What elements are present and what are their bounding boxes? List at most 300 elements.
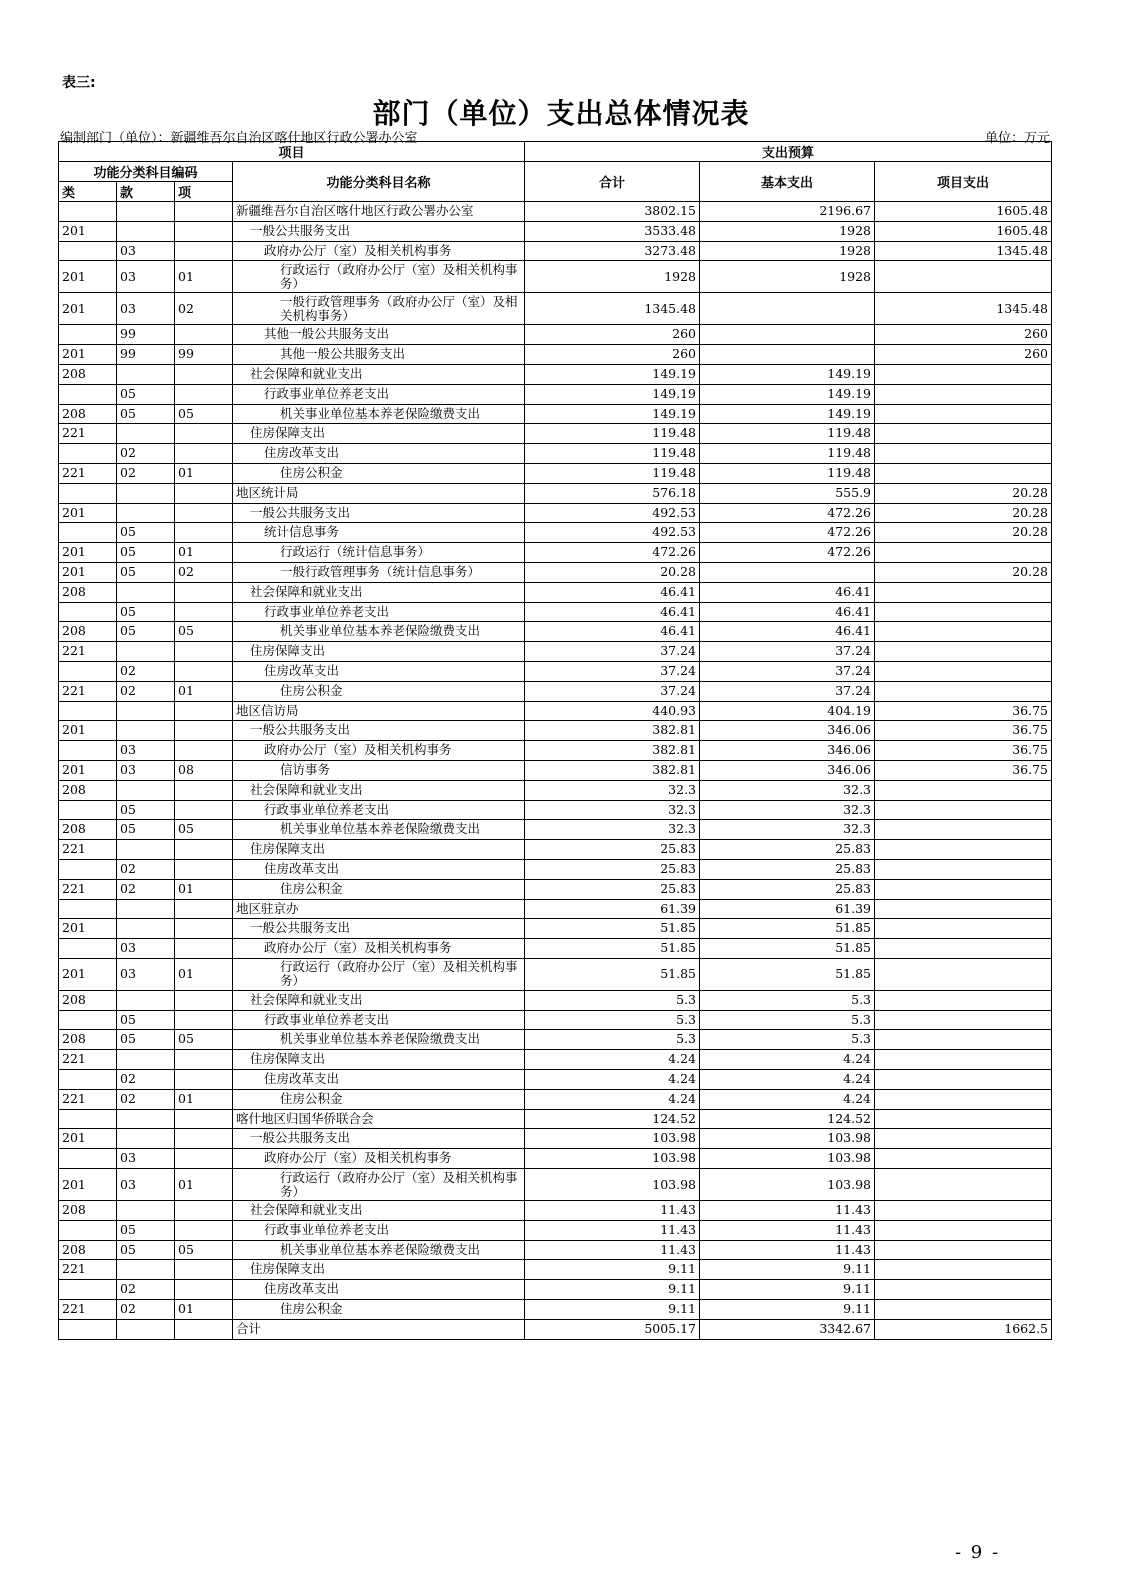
code-lei-cell: 208 bbox=[59, 622, 117, 642]
table-row bbox=[59, 582, 1052, 602]
item-name-cell: 住房改革支出 bbox=[233, 444, 525, 464]
code-kuan-cell bbox=[117, 1319, 175, 1339]
table-row bbox=[59, 1109, 1052, 1129]
table-row bbox=[59, 1280, 1052, 1300]
basic-cell bbox=[700, 345, 875, 365]
basic-cell: 9.11 bbox=[700, 1300, 875, 1320]
code-lei-cell bbox=[59, 939, 117, 959]
total-cell: 51.85 bbox=[525, 939, 700, 959]
item-name-cell: 住房保障支出 bbox=[233, 642, 525, 662]
total-cell: 1928 bbox=[525, 261, 700, 293]
code-lei-cell: 201 bbox=[59, 760, 117, 780]
total-cell: 25.83 bbox=[525, 840, 700, 860]
basic-cell: 25.83 bbox=[700, 859, 875, 879]
project-exp-cell bbox=[875, 463, 1052, 483]
code-kuan-cell bbox=[117, 642, 175, 662]
header-xiang: 项 bbox=[175, 182, 233, 202]
total-cell: 11.43 bbox=[525, 1240, 700, 1260]
item-name-cell: 住房改革支出 bbox=[233, 1280, 525, 1300]
code-xiang-cell bbox=[175, 325, 233, 345]
project-exp-cell: 36.75 bbox=[875, 721, 1052, 741]
code-kuan-cell: 05 bbox=[117, 1030, 175, 1050]
code-kuan-cell: 03 bbox=[117, 1149, 175, 1169]
table-row bbox=[59, 939, 1052, 959]
code-kuan-cell: 03 bbox=[117, 958, 175, 990]
total-cell: 382.81 bbox=[525, 741, 700, 761]
header-total: 合计 bbox=[525, 162, 700, 202]
item-name-cell: 机关事业单位基本养老保险缴费支出 bbox=[233, 1030, 525, 1050]
unit-label: 单位：万元 bbox=[984, 131, 1050, 146]
total-cell: 37.24 bbox=[525, 642, 700, 662]
item-name-cell: 地区驻京办 bbox=[233, 899, 525, 919]
table-row bbox=[59, 840, 1052, 860]
project-exp-cell: 1345.48 bbox=[875, 293, 1052, 325]
code-lei-cell bbox=[59, 384, 117, 404]
code-kuan-cell bbox=[117, 1129, 175, 1149]
code-kuan-cell bbox=[117, 1050, 175, 1070]
table-row bbox=[59, 1050, 1052, 1070]
code-xiang-cell bbox=[175, 503, 233, 523]
project-exp-cell bbox=[875, 859, 1052, 879]
code-lei-cell: 221 bbox=[59, 1050, 117, 1070]
code-lei-cell: 201 bbox=[59, 562, 117, 582]
project-exp-cell: 20.28 bbox=[875, 523, 1052, 543]
total-cell: 9.11 bbox=[525, 1280, 700, 1300]
project-exp-cell bbox=[875, 939, 1052, 959]
table-row bbox=[59, 241, 1052, 261]
code-xiang-cell: 02 bbox=[175, 293, 233, 325]
table-row bbox=[59, 1129, 1052, 1149]
basic-cell: 346.06 bbox=[700, 721, 875, 741]
table-row bbox=[59, 800, 1052, 820]
project-exp-cell bbox=[875, 780, 1052, 800]
code-xiang-cell: 99 bbox=[175, 345, 233, 365]
code-lei-cell bbox=[59, 325, 117, 345]
code-xiang-cell bbox=[175, 859, 233, 879]
code-xiang-cell: 05 bbox=[175, 622, 233, 642]
item-name-cell: 政府办公厅（室）及相关机构事务 bbox=[233, 741, 525, 761]
total-cell: 124.52 bbox=[525, 1109, 700, 1129]
code-kuan-cell: 03 bbox=[117, 241, 175, 261]
code-lei-cell bbox=[59, 523, 117, 543]
code-xiang-cell bbox=[175, 1201, 233, 1221]
code-xiang-cell bbox=[175, 800, 233, 820]
table-row bbox=[59, 1089, 1052, 1109]
basic-cell: 51.85 bbox=[700, 919, 875, 939]
project-exp-cell bbox=[875, 384, 1052, 404]
code-kuan-cell: 02 bbox=[117, 1300, 175, 1320]
total-cell: 32.3 bbox=[525, 800, 700, 820]
code-lei-cell bbox=[59, 741, 117, 761]
table-row bbox=[59, 444, 1052, 464]
table-row bbox=[59, 1319, 1052, 1339]
code-xiang-cell: 05 bbox=[175, 1030, 233, 1050]
basic-cell: 51.85 bbox=[700, 939, 875, 959]
project-exp-cell bbox=[875, 1089, 1052, 1109]
table-label: 表三: bbox=[62, 75, 96, 91]
item-name-cell: 其他一般公共服务支出 bbox=[233, 345, 525, 365]
project-exp-cell bbox=[875, 1050, 1052, 1070]
table-row bbox=[59, 483, 1052, 503]
code-lei-cell: 201 bbox=[59, 503, 117, 523]
basic-cell: 119.48 bbox=[700, 444, 875, 464]
basic-cell bbox=[700, 325, 875, 345]
code-xiang-cell: 05 bbox=[175, 820, 233, 840]
table-row bbox=[59, 820, 1052, 840]
code-xiang-cell: 01 bbox=[175, 958, 233, 990]
project-exp-cell: 260 bbox=[875, 325, 1052, 345]
code-kuan-cell: 03 bbox=[117, 939, 175, 959]
header-project-exp: 项目支出 bbox=[875, 162, 1052, 202]
code-lei-cell bbox=[59, 1220, 117, 1240]
project-exp-cell bbox=[875, 958, 1052, 990]
total-cell: 103.98 bbox=[525, 1169, 700, 1201]
total-cell: 149.19 bbox=[525, 404, 700, 424]
total-cell: 25.83 bbox=[525, 879, 700, 899]
item-name-cell: 社会保障和就业支出 bbox=[233, 990, 525, 1010]
table-row bbox=[59, 661, 1052, 681]
table-row bbox=[59, 741, 1052, 761]
code-kuan-cell: 05 bbox=[117, 602, 175, 622]
table-row bbox=[59, 642, 1052, 662]
item-name-cell: 住房保障支出 bbox=[233, 424, 525, 444]
code-xiang-cell bbox=[175, 1319, 233, 1339]
table-row bbox=[59, 562, 1052, 582]
basic-cell: 11.43 bbox=[700, 1240, 875, 1260]
total-cell: 5005.17 bbox=[525, 1319, 700, 1339]
project-exp-cell: 1345.48 bbox=[875, 241, 1052, 261]
project-exp-cell bbox=[875, 899, 1052, 919]
code-kuan-cell: 05 bbox=[117, 1220, 175, 1240]
code-xiang-cell: 02 bbox=[175, 562, 233, 582]
total-cell: 61.39 bbox=[525, 899, 700, 919]
basic-cell bbox=[700, 293, 875, 325]
project-exp-cell bbox=[875, 261, 1052, 293]
code-kuan-cell: 05 bbox=[117, 1010, 175, 1030]
code-kuan-cell bbox=[117, 1260, 175, 1280]
code-lei-cell: 201 bbox=[59, 1169, 117, 1201]
code-xiang-cell bbox=[175, 1010, 233, 1030]
code-lei-cell: 221 bbox=[59, 642, 117, 662]
total-cell: 260 bbox=[525, 345, 700, 365]
table-row bbox=[59, 958, 1052, 990]
code-lei-cell bbox=[59, 602, 117, 622]
total-cell: 4.24 bbox=[525, 1050, 700, 1070]
table-row bbox=[59, 503, 1052, 523]
item-name-cell: 政府办公厅（室）及相关机构事务 bbox=[233, 939, 525, 959]
table-row bbox=[59, 919, 1052, 939]
header-lei: 类 bbox=[59, 182, 117, 202]
table-row bbox=[59, 701, 1052, 721]
code-kuan-cell: 02 bbox=[117, 661, 175, 681]
basic-cell: 404.19 bbox=[700, 701, 875, 721]
basic-cell: 51.85 bbox=[700, 958, 875, 990]
code-lei-cell bbox=[59, 1149, 117, 1169]
table-row bbox=[59, 780, 1052, 800]
project-exp-cell bbox=[875, 602, 1052, 622]
total-cell: 3802.15 bbox=[525, 202, 700, 222]
table-row bbox=[59, 879, 1052, 899]
basic-cell: 124.52 bbox=[700, 1109, 875, 1129]
item-name-cell: 住房改革支出 bbox=[233, 661, 525, 681]
code-xiang-cell bbox=[175, 602, 233, 622]
code-xiang-cell bbox=[175, 840, 233, 860]
item-name-cell: 行政事业单位养老支出 bbox=[233, 800, 525, 820]
header-basic: 基本支出 bbox=[700, 162, 875, 202]
project-exp-cell bbox=[875, 661, 1052, 681]
code-xiang-cell bbox=[175, 364, 233, 384]
total-cell: 32.3 bbox=[525, 780, 700, 800]
item-name-cell: 合计 bbox=[233, 1319, 525, 1339]
total-cell: 492.53 bbox=[525, 523, 700, 543]
code-lei-cell: 221 bbox=[59, 1300, 117, 1320]
code-lei-cell bbox=[59, 483, 117, 503]
code-xiang-cell bbox=[175, 444, 233, 464]
item-name-cell: 社会保障和就业支出 bbox=[233, 364, 525, 384]
code-lei-cell bbox=[59, 899, 117, 919]
table-row bbox=[59, 404, 1052, 424]
code-lei-cell bbox=[59, 800, 117, 820]
project-exp-cell bbox=[875, 1129, 1052, 1149]
code-xiang-cell bbox=[175, 241, 233, 261]
compiling-unit: 编制部门（单位）：新疆维吾尔自治区喀什地区行政公署办公室 bbox=[60, 131, 418, 146]
project-exp-cell bbox=[875, 1169, 1052, 1201]
item-name-cell: 一般公共服务支出 bbox=[233, 919, 525, 939]
project-exp-cell bbox=[875, 1070, 1052, 1090]
basic-cell: 472.26 bbox=[700, 543, 875, 563]
table-row bbox=[59, 345, 1052, 365]
code-xiang-cell bbox=[175, 221, 233, 241]
code-kuan-cell: 02 bbox=[117, 879, 175, 899]
code-xiang-cell: 05 bbox=[175, 404, 233, 424]
basic-cell: 61.39 bbox=[700, 899, 875, 919]
code-lei-cell bbox=[59, 1109, 117, 1129]
total-cell: 149.19 bbox=[525, 384, 700, 404]
project-exp-cell bbox=[875, 1300, 1052, 1320]
total-cell: 37.24 bbox=[525, 681, 700, 701]
project-exp-cell: 20.28 bbox=[875, 503, 1052, 523]
code-xiang-cell bbox=[175, 721, 233, 741]
code-lei-cell bbox=[59, 202, 117, 222]
project-exp-cell: 1662.5 bbox=[875, 1319, 1052, 1339]
total-cell: 46.41 bbox=[525, 582, 700, 602]
table-row bbox=[59, 424, 1052, 444]
table-row bbox=[59, 721, 1052, 741]
basic-cell: 9.11 bbox=[700, 1260, 875, 1280]
table-row bbox=[59, 261, 1052, 293]
code-kuan-cell: 02 bbox=[117, 444, 175, 464]
project-exp-cell bbox=[875, 444, 1052, 464]
code-lei-cell: 201 bbox=[59, 261, 117, 293]
code-lei-cell: 221 bbox=[59, 463, 117, 483]
code-kuan-cell: 02 bbox=[117, 1280, 175, 1300]
code-kuan-cell: 05 bbox=[117, 523, 175, 543]
table-row bbox=[59, 543, 1052, 563]
total-cell: 9.11 bbox=[525, 1260, 700, 1280]
total-cell: 492.53 bbox=[525, 503, 700, 523]
code-kuan-cell: 99 bbox=[117, 345, 175, 365]
code-lei-cell: 221 bbox=[59, 1089, 117, 1109]
item-name-cell: 行政事业单位养老支出 bbox=[233, 1220, 525, 1240]
project-exp-cell bbox=[875, 424, 1052, 444]
item-name-cell: 一般公共服务支出 bbox=[233, 1129, 525, 1149]
basic-cell: 46.41 bbox=[700, 622, 875, 642]
basic-cell: 9.11 bbox=[700, 1280, 875, 1300]
table-row bbox=[59, 1070, 1052, 1090]
code-lei-cell: 208 bbox=[59, 820, 117, 840]
project-exp-cell bbox=[875, 879, 1052, 899]
basic-cell: 472.26 bbox=[700, 523, 875, 543]
code-lei-cell bbox=[59, 241, 117, 261]
basic-cell: 472.26 bbox=[700, 503, 875, 523]
code-kuan-cell: 05 bbox=[117, 1240, 175, 1260]
code-lei-cell: 221 bbox=[59, 681, 117, 701]
project-exp-cell: 20.28 bbox=[875, 562, 1052, 582]
basic-cell: 37.24 bbox=[700, 661, 875, 681]
code-xiang-cell bbox=[175, 384, 233, 404]
total-cell: 9.11 bbox=[525, 1300, 700, 1320]
item-name-cell: 政府办公厅（室）及相关机构事务 bbox=[233, 241, 525, 261]
basic-cell: 149.19 bbox=[700, 364, 875, 384]
code-kuan-cell: 03 bbox=[117, 261, 175, 293]
item-name-cell: 行政事业单位养老支出 bbox=[233, 602, 525, 622]
code-kuan-cell bbox=[117, 1109, 175, 1129]
code-kuan-cell: 05 bbox=[117, 820, 175, 840]
code-lei-cell: 201 bbox=[59, 919, 117, 939]
table-row bbox=[59, 622, 1052, 642]
total-cell: 382.81 bbox=[525, 721, 700, 741]
basic-cell bbox=[700, 562, 875, 582]
code-lei-cell bbox=[59, 1280, 117, 1300]
basic-cell: 11.43 bbox=[700, 1201, 875, 1221]
project-exp-cell bbox=[875, 990, 1052, 1010]
table-row bbox=[59, 1300, 1052, 1320]
item-name-cell: 行政事业单位养老支出 bbox=[233, 384, 525, 404]
code-kuan-cell: 02 bbox=[117, 681, 175, 701]
total-cell: 51.85 bbox=[525, 958, 700, 990]
table-row bbox=[59, 1149, 1052, 1169]
total-cell: 119.48 bbox=[525, 463, 700, 483]
item-name-cell: 住房保障支出 bbox=[233, 1260, 525, 1280]
table-row bbox=[59, 384, 1052, 404]
total-cell: 4.24 bbox=[525, 1070, 700, 1090]
total-cell: 103.98 bbox=[525, 1149, 700, 1169]
code-xiang-cell bbox=[175, 661, 233, 681]
code-lei-cell bbox=[59, 1319, 117, 1339]
basic-cell: 32.3 bbox=[700, 780, 875, 800]
item-name-cell: 行政运行（政府办公厅（室）及相关机构事务） bbox=[233, 958, 525, 990]
total-cell: 25.83 bbox=[525, 859, 700, 879]
total-cell: 119.48 bbox=[525, 444, 700, 464]
code-lei-cell bbox=[59, 1010, 117, 1030]
code-kuan-cell: 05 bbox=[117, 384, 175, 404]
code-kuan-cell: 05 bbox=[117, 800, 175, 820]
basic-cell: 32.3 bbox=[700, 820, 875, 840]
code-xiang-cell bbox=[175, 899, 233, 919]
total-cell: 46.41 bbox=[525, 622, 700, 642]
project-exp-cell bbox=[875, 1220, 1052, 1240]
project-exp-cell bbox=[875, 1280, 1052, 1300]
code-kuan-cell: 05 bbox=[117, 404, 175, 424]
code-xiang-cell bbox=[175, 780, 233, 800]
expenditure-table bbox=[58, 141, 1052, 1340]
basic-cell: 2196.67 bbox=[700, 202, 875, 222]
code-kuan-cell bbox=[117, 221, 175, 241]
table-row bbox=[59, 1010, 1052, 1030]
item-name-cell: 喀什地区归国华侨联合会 bbox=[233, 1109, 525, 1129]
item-name-cell: 社会保障和就业支出 bbox=[233, 780, 525, 800]
code-kuan-cell: 03 bbox=[117, 741, 175, 761]
code-xiang-cell: 01 bbox=[175, 463, 233, 483]
basic-cell: 119.48 bbox=[700, 463, 875, 483]
code-kuan-cell bbox=[117, 780, 175, 800]
basic-cell: 32.3 bbox=[700, 800, 875, 820]
code-lei-cell: 201 bbox=[59, 958, 117, 990]
table-row bbox=[59, 859, 1052, 879]
code-xiang-cell: 01 bbox=[175, 261, 233, 293]
table-row bbox=[59, 1030, 1052, 1050]
code-xiang-cell bbox=[175, 1109, 233, 1129]
total-cell: 11.43 bbox=[525, 1220, 700, 1240]
basic-cell: 119.48 bbox=[700, 424, 875, 444]
table-row bbox=[59, 293, 1052, 325]
code-xiang-cell bbox=[175, 701, 233, 721]
item-name-cell: 一般公共服务支出 bbox=[233, 503, 525, 523]
code-kuan-cell bbox=[117, 701, 175, 721]
total-cell: 5.3 bbox=[525, 1010, 700, 1030]
basic-cell: 1928 bbox=[700, 261, 875, 293]
project-exp-cell bbox=[875, 1010, 1052, 1030]
item-name-cell: 新疆维吾尔自治区喀什地区行政公署办公室 bbox=[233, 202, 525, 222]
total-cell: 119.48 bbox=[525, 424, 700, 444]
code-xiang-cell: 01 bbox=[175, 681, 233, 701]
code-lei-cell: 201 bbox=[59, 345, 117, 365]
code-lei-cell: 208 bbox=[59, 1240, 117, 1260]
project-exp-cell: 36.75 bbox=[875, 741, 1052, 761]
project-exp-cell: 1605.48 bbox=[875, 202, 1052, 222]
project-exp-cell bbox=[875, 840, 1052, 860]
table-body bbox=[59, 202, 1052, 1340]
code-kuan-cell: 03 bbox=[117, 293, 175, 325]
code-kuan-cell bbox=[117, 1201, 175, 1221]
total-cell: 149.19 bbox=[525, 364, 700, 384]
basic-cell: 5.3 bbox=[700, 1010, 875, 1030]
code-lei-cell: 221 bbox=[59, 879, 117, 899]
item-name-cell: 地区统计局 bbox=[233, 483, 525, 503]
item-name-cell: 住房改革支出 bbox=[233, 1070, 525, 1090]
code-lei-cell: 208 bbox=[59, 404, 117, 424]
item-name-cell: 一般行政管理事务（政府办公厅（室）及相关机构事务） bbox=[233, 293, 525, 325]
code-kuan-cell bbox=[117, 899, 175, 919]
item-name-cell: 一般公共服务支出 bbox=[233, 221, 525, 241]
total-cell: 5.3 bbox=[525, 990, 700, 1010]
total-cell: 46.41 bbox=[525, 602, 700, 622]
basic-cell: 11.43 bbox=[700, 1220, 875, 1240]
code-xiang-cell bbox=[175, 990, 233, 1010]
code-xiang-cell: 01 bbox=[175, 1300, 233, 1320]
code-kuan-cell: 02 bbox=[117, 1089, 175, 1109]
code-kuan-cell bbox=[117, 721, 175, 741]
code-xiang-cell bbox=[175, 1050, 233, 1070]
code-xiang-cell bbox=[175, 642, 233, 662]
basic-cell: 4.24 bbox=[700, 1089, 875, 1109]
project-exp-cell bbox=[875, 1201, 1052, 1221]
code-kuan-cell: 99 bbox=[117, 325, 175, 345]
item-name-cell: 信访事务 bbox=[233, 760, 525, 780]
project-exp-cell bbox=[875, 622, 1052, 642]
table-row bbox=[59, 899, 1052, 919]
code-lei-cell bbox=[59, 701, 117, 721]
